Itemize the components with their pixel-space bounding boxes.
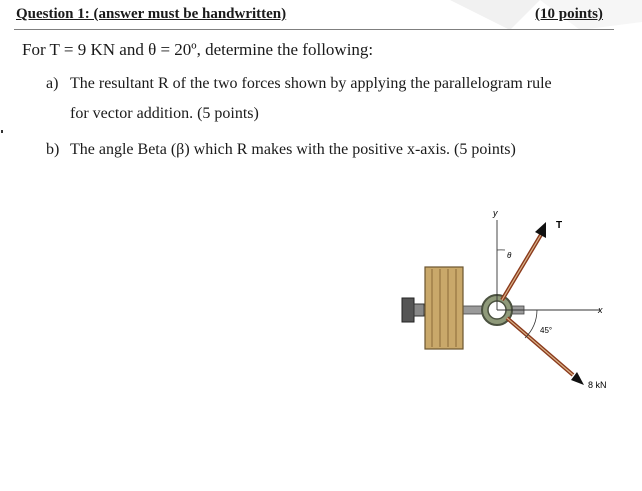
question-label: Question 1: (answer must be handwritten) (16, 6, 287, 22)
header-rule (14, 29, 614, 30)
question-header (0, 0, 642, 36)
force-diagram (390, 200, 630, 400)
force-t-label: T (556, 220, 563, 231)
item-b-marker: b) (46, 141, 60, 158)
y-axis-label: y (493, 208, 498, 218)
points-label: (10 points) (535, 6, 603, 22)
item-b-text: The angle Beta (β) which R makes with the positive x-axis. (5 points) (70, 141, 516, 158)
item-a-text: The resultant R of the two forces shown by applying the parallelogram rule (70, 75, 552, 92)
x-axis-label: x (598, 305, 603, 315)
angle-label: 45° (540, 326, 553, 335)
theta-label: θ (507, 251, 512, 260)
force-8kn-label: 8 kN (588, 380, 607, 390)
item-a-continuation: for vector addition. (5 points) (70, 105, 259, 122)
margin-mark (1, 130, 3, 133)
problem-statement: For T = 9 KN and θ = 20º, determine the following: (22, 40, 374, 59)
force-t-arrow (502, 222, 546, 300)
wood-post (425, 267, 463, 349)
item-a-marker: a) (46, 75, 59, 92)
